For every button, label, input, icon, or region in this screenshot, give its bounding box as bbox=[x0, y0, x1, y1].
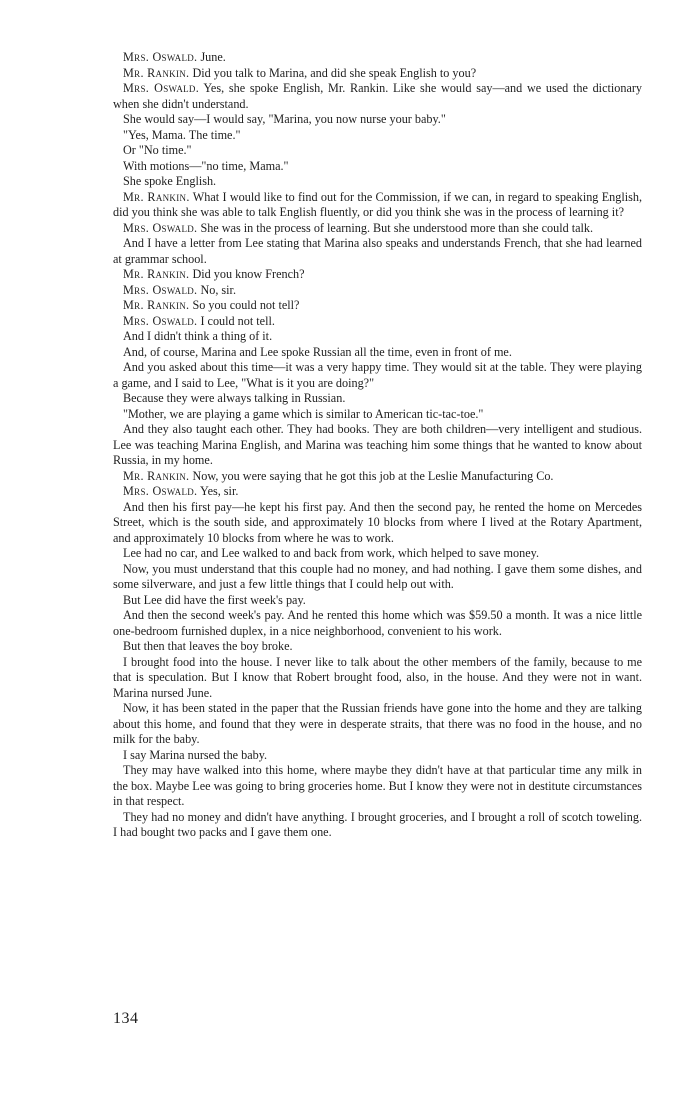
paragraph-14 bbox=[113, 298, 642, 314]
paragraph-31 bbox=[113, 701, 642, 748]
paragraph-text: "Yes, Mama. The time." bbox=[123, 127, 241, 142]
speaker-label: Mrs. Oswald. bbox=[123, 282, 198, 297]
paragraph-28 bbox=[113, 608, 642, 639]
paragraph-text: Yes, sir. bbox=[197, 484, 239, 498]
paragraph-9 bbox=[113, 190, 642, 221]
paragraph-text: I say Marina nursed the baby. bbox=[123, 747, 268, 762]
document-body bbox=[113, 50, 642, 841]
speaker-label: Mrs. Oswald. bbox=[123, 220, 198, 235]
paragraph-text: Did you know French? bbox=[189, 267, 305, 281]
paragraph-30 bbox=[113, 655, 642, 702]
paragraph-1 bbox=[113, 50, 642, 66]
speaker-label: Mr. Rankin. bbox=[123, 189, 190, 204]
paragraph-text: And then the second week's pay. And he rented this home which was $59.50 a month. It was a nice little one-bedroom furnished duplex, in a nice neighborhood, convenient to his work. bbox=[113, 608, 642, 638]
paragraph-text: Did you talk to Marina, and did she speak English to you? bbox=[189, 65, 477, 80]
paragraph-16 bbox=[113, 329, 642, 345]
paragraph-text: Now, you must understand that this couple had no money, and had nothing. I gave them some dishes, and some silverware, and just a few little things that I could help out with. bbox=[113, 561, 642, 591]
paragraph-text: They had no money and didn't have anything. I brought groceries, and I brought a roll of scotch toweling. I had bought two packs and I gave them one. bbox=[113, 809, 642, 839]
paragraph-18 bbox=[113, 360, 642, 391]
paragraph-7 bbox=[113, 159, 642, 175]
page-number: 134 bbox=[113, 1010, 139, 1027]
paragraph-text: I brought food into the house. I never like to talk about the other members of the family, because to me that is speculation. But I know that Robert brought food, also, in the house. And they were not in want. Marina nursed June. bbox=[113, 654, 642, 700]
paragraph-text: And I didn't think a thing of it. bbox=[123, 329, 273, 343]
paragraph-text: Lee had no car, and Lee walked to and back from work, which helped to save money. bbox=[123, 546, 539, 560]
paragraph-23 bbox=[113, 484, 642, 500]
paragraph-3 bbox=[113, 81, 642, 112]
paragraph-text: And I have a letter from Lee stating that Marina also speaks and understands French, that she had learned at grammar school. bbox=[113, 236, 642, 266]
paragraph-text: What I would like to find out for the Commission, if we can, in regard to speaking English, did you think she was able to talk English fluently, or did you think she was in the process of learning it? bbox=[113, 189, 642, 219]
speaker-label: Mr. Rankin. bbox=[123, 267, 190, 281]
speaker-label: Mrs. Oswald. bbox=[123, 81, 200, 95]
paragraph-text: June. bbox=[197, 50, 226, 64]
paragraph-text: Now, you were saying that he got this job at the Leslie Manufacturing Co. bbox=[189, 468, 554, 483]
paragraph-33 bbox=[113, 763, 642, 810]
paragraph-text: "Mother, we are playing a game which is similar to American tic-tac-toe." bbox=[123, 406, 484, 421]
speaker-label: Mr. Rankin. bbox=[123, 298, 190, 312]
paragraph-text: Because they were always talking in Russian. bbox=[123, 391, 346, 405]
paragraph-text: With motions—"no time, Mama." bbox=[123, 158, 289, 173]
paragraph-text: But Lee did have the first week's pay. bbox=[123, 592, 306, 607]
paragraph-5 bbox=[113, 128, 642, 144]
speaker-label: Mr. Rankin. bbox=[123, 65, 190, 80]
paragraph-text: Now, it has been stated in the paper that the Russian friends have gone into the home and they are talking about this home, and found that they were in desperate straits, that there was no food in the house, and no milk for the baby. bbox=[113, 701, 642, 746]
paragraph-20 bbox=[113, 407, 642, 423]
paragraph-26 bbox=[113, 562, 642, 593]
paragraph-text: But then that leaves the boy broke. bbox=[123, 639, 293, 653]
paragraph-text: And they also taught each other. They had books. They are both children—very intelligent and studious. Lee was teaching Marina English, and Marina was teaching him some things that he wanted to know about Russia, in my home. bbox=[113, 422, 642, 467]
paragraph-4 bbox=[113, 112, 642, 128]
speaker-label: Mr. Rankin. bbox=[123, 468, 190, 483]
paragraph-10 bbox=[113, 221, 642, 237]
paragraph-12 bbox=[113, 267, 642, 283]
paragraph-text: So you could not tell? bbox=[189, 298, 300, 312]
paragraph-text: Or "No time." bbox=[123, 143, 192, 157]
paragraph-text: I could not tell. bbox=[197, 313, 275, 328]
paragraph-text: They may have walked into this home, where maybe they didn't have at that particular time any milk in the box. Maybe Lee was going to bring groceries home. But I know they were not in destitute circumstances in that respect. bbox=[113, 763, 642, 808]
paragraph-24 bbox=[113, 500, 642, 547]
speaker-label: Mrs. Oswald. bbox=[123, 484, 198, 498]
paragraph-29 bbox=[113, 639, 642, 655]
paragraph-32 bbox=[113, 748, 642, 764]
paragraph-text: She was in the process of learning. But she understood more than she could talk. bbox=[197, 220, 594, 235]
paragraph-text: She would say—I would say, "Marina, you now nurse your baby." bbox=[123, 112, 446, 126]
speaker-label: Mrs. Oswald. bbox=[123, 50, 198, 64]
paragraph-text: And then his first pay—he kept his first pay. And then the second pay, he rented the home on Mercedes Street, which is the south side, and approximately 10 blocks from where I lived at the Rotary Apartment, and approximately 10 blocks from where he was to work. bbox=[113, 499, 642, 545]
paragraph-21 bbox=[113, 422, 642, 469]
paragraph-text: And you asked about this time—it was a very happy time. They would sit at the table. They were playing a game, and I said to Lee, "What is it you are doing?" bbox=[113, 360, 642, 390]
paragraph-text: She spoke English. bbox=[123, 174, 217, 188]
paragraph-15 bbox=[113, 314, 642, 330]
paragraph-17 bbox=[113, 345, 642, 361]
paragraph-2 bbox=[113, 66, 642, 82]
paragraph-13 bbox=[113, 283, 642, 299]
paragraph-27 bbox=[113, 593, 642, 609]
paragraph-34 bbox=[113, 810, 642, 841]
paragraph-6 bbox=[113, 143, 642, 159]
paragraph-text: And, of course, Marina and Lee spoke Russian all the time, even in front of me. bbox=[123, 344, 512, 359]
speaker-label: Mrs. Oswald. bbox=[123, 313, 198, 328]
paragraph-8 bbox=[113, 174, 642, 190]
paragraph-11 bbox=[113, 236, 642, 267]
paragraph-text: Yes, she spoke English, Mr. Rankin. Like she would say—and we used the dictionary when she didn't understand. bbox=[113, 81, 643, 111]
paragraph-22 bbox=[113, 469, 642, 485]
paragraph-25 bbox=[113, 546, 642, 562]
paragraph-text: No, sir. bbox=[197, 282, 236, 297]
paragraph-19 bbox=[113, 391, 642, 407]
